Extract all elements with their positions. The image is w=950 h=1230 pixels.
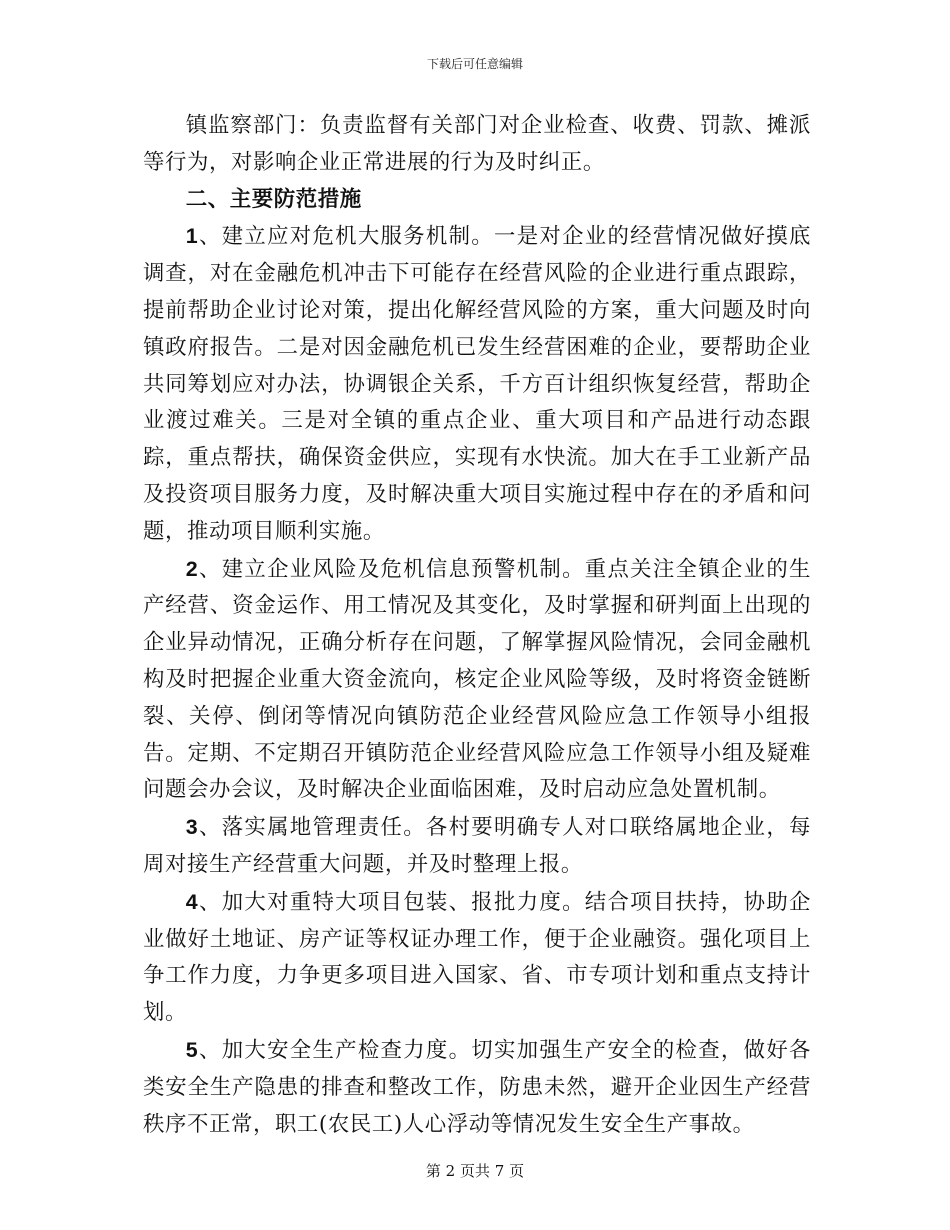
section-heading: 二、主要防范措施: [185, 186, 362, 212]
item-number: 5: [185, 1037, 199, 1062]
paragraph-measure-4: 4、加大对重特大项目包装、报批力度。结合项目扶持，协助企业做好土地证、房产证等权证办理工作，便于企业融资。强化项目上争工作力度，力争更多项目进入国家、省、市专项计划和重点支持计划。: [143, 889, 811, 1026]
item-number: 3: [185, 815, 199, 840]
paragraph-measure-3: 3、落实属地管理责任。各村要明确专人对口联络属地企业，每周对接生产经营重大问题，并及时整理上报。: [143, 815, 811, 877]
paragraph-measure-2: 2、建立企业风险及危机信息预警机制。重点关注全镇企业的生产经营、资金运作、用工情况及其变化，及时掌握和研判面上出现的企业异动情况，正确分析存在问题，了解掌握风险情况，会同金融机构及时把握企业重大资金流向，核定企业风险等级，及时将资金链断裂、关停、倒闭等情况向镇防范企业经营风险应急工作领导小组报告。定期、不定期召开镇防范企业经营风险应急工作领导小组及疑难问题会办会议，及时解决企业面临困难，及时启动应急处置机制。: [143, 556, 811, 803]
item-number: 2: [185, 556, 199, 581]
page-header: 下载后可任意编辑: [426, 57, 523, 71]
document-body: [143, 108, 811, 1143]
item-number: 4: [185, 889, 199, 914]
paragraph-supervision: 镇监察部门：负责监督有关部门对企业检查、收费、罚款、摊派等行为，对影响企业正常进展的行为及时纠正。: [143, 113, 811, 175]
item-number: 1: [185, 224, 199, 249]
paragraph-measure-1: 1、建立应对危机大服务机制。一是对企业的经营情况做好摸底调查，对在金融危机冲击下可能存在经营风险的企业进行重点跟踪，提前帮助企业讨论对策，提出化解经营风险的方案，重大问题及时向镇政府报告。二是对因金融危机已发生经营困难的企业，要帮助企业共同筹划应对办法，协调银企关系，千方百计组织恢复经营，帮助企业渡过难关。三是对全镇的重点企业、重大项目和产品进行动态跟踪，重点帮扶，确保资金供应，实现有水快流。加大在手工业新产品及投资项目服务力度，及时解决重大项目实施过程中存在的矛盾和问题，推动项目顺利实施。: [143, 224, 811, 544]
paragraph-measure-5: 5、加大安全生产检查力度。切实加强生产安全的检查，做好各类安全生产隐患的排查和整改工作，防患未然，避开企业因生产经营秩序不正常，职工(农民工)人心浮动等情况发生安全生产事故。: [143, 1037, 811, 1137]
page-number: 第 2 页共 7 页: [425, 1162, 525, 1180]
